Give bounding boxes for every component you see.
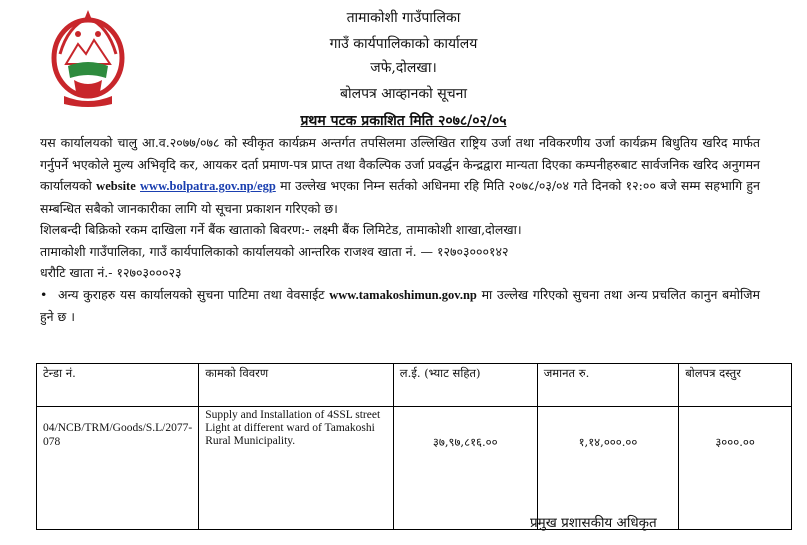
bullet-text-b: मा उल्लेख गरिएको सुचना तथा अन्य प्रचलित कानुन बमोजिम हुने छ । <box>40 286 760 324</box>
signature-title: प्रमुख प्रशासकीय अधिकृत <box>530 515 657 531</box>
publish-date <box>0 111 807 130</box>
notice-paragraph-2: शिलबन्दी बिक्रिको रकम दाखिला गर्ने बैंक खाताको बिवरण:- लक्ष्मी बैंक लिमिटेड, तामाकोशी शाखा,दोलखा। <box>40 222 522 237</box>
office-name: गाउँ कार्यपालिकाको कार्यालय <box>329 36 478 52</box>
header-estimate: ल.ई. (भ्याट सहित) <box>393 364 537 407</box>
tender-table <box>36 363 792 530</box>
bullet-icon: • <box>40 286 48 302</box>
bid-security: १,१४,०००.०० <box>537 407 678 530</box>
notice-bullet <box>40 284 760 328</box>
municipality-name: तामाकोशी गाउँपालिका <box>346 10 461 26</box>
bullet-text-a: अन्य कुराहरु यस कार्यालयको सुचना पाटिमा तथा वेवसाईट <box>58 286 325 302</box>
work-description: Supply and Installation of 4SSL street Light at different ward of Tamakoshi Rural Municipality. <box>199 407 394 530</box>
header-work-description: कामको विवरण <box>199 364 394 407</box>
notice-body <box>40 132 760 328</box>
table-header-row <box>37 364 792 407</box>
notice-title: बोलपत्र आव्हानको सूचना <box>339 86 467 102</box>
publish-date-text: प्रथम पटक प्रकाशित मिति २०७८/०२/०५ <box>300 113 507 129</box>
municipality-website: www.tamakoshimun.gov.np <box>329 287 477 302</box>
bolpatra-link[interactable]: www.bolpatra.gov.np/egp <box>140 179 276 193</box>
header-tender-no: टेन्डा नं. <box>37 364 199 407</box>
header-deposit: जमानत रु. <box>537 364 678 407</box>
notice-paragraph-4: धरौटि खाता नं.- १२७०३०००२३ <box>40 265 182 280</box>
notice-paragraph-1 <box>40 132 760 219</box>
cost-estimate: ३७,९७,८१६.०० <box>393 407 537 530</box>
header-bid-fee: बोलपत्र दस्तुर <box>679 364 792 407</box>
table-row <box>37 407 792 530</box>
website-word: website <box>96 179 136 193</box>
bid-fee: ३०००.०० <box>679 407 792 530</box>
office-address: जफे,दोलखा। <box>370 60 437 76</box>
notice-paragraph-3: तामाकोशी गाउँपालिका, गाउँ कार्यपालिकाको कार्यालयको आन्तरिक राजश्व खाता नं. — १२७०३०००१४२ <box>40 243 509 259</box>
para1-text-b: मा उल्लेख भएका निम्न सर्तको अधिनमा रहि मिति २०७८/०३/०४ गते दिनको १२:०० बजे सम्म सहभागि हुन सम्बन्धित सबैको जानकारीका लागि यो सूचना प्रकाशन गरिएको छ। <box>40 178 760 216</box>
para1-text-a: यस कार्यालयको चालु आ.व.२०७७/०७८ को स्वीकृत कार्यक्रम अन्तर्गत तपसिलमा उल्लिखित राष्ट्रिय उर्जा तथा नविकरणीय उर्जा कार्यक्रम बिधुतिय खरिद मार्फत गर्नुपर्ने भएकोले मुल्य अभिवृदि कर, आयकर दर्ता प्रमाण-पत्र प्राप्त तथा वैकल्पिक उर्जा प्रवर्द्धन केन्द्रद्वारा मान्यता दिएका कम्पनीहरुबाट सार्वजनिक खरिद अनुगमन कार्यालयको <box>40 135 760 193</box>
tender-code: 04/NCB/TRM/Goods/S.L/2077-078 <box>37 407 199 530</box>
